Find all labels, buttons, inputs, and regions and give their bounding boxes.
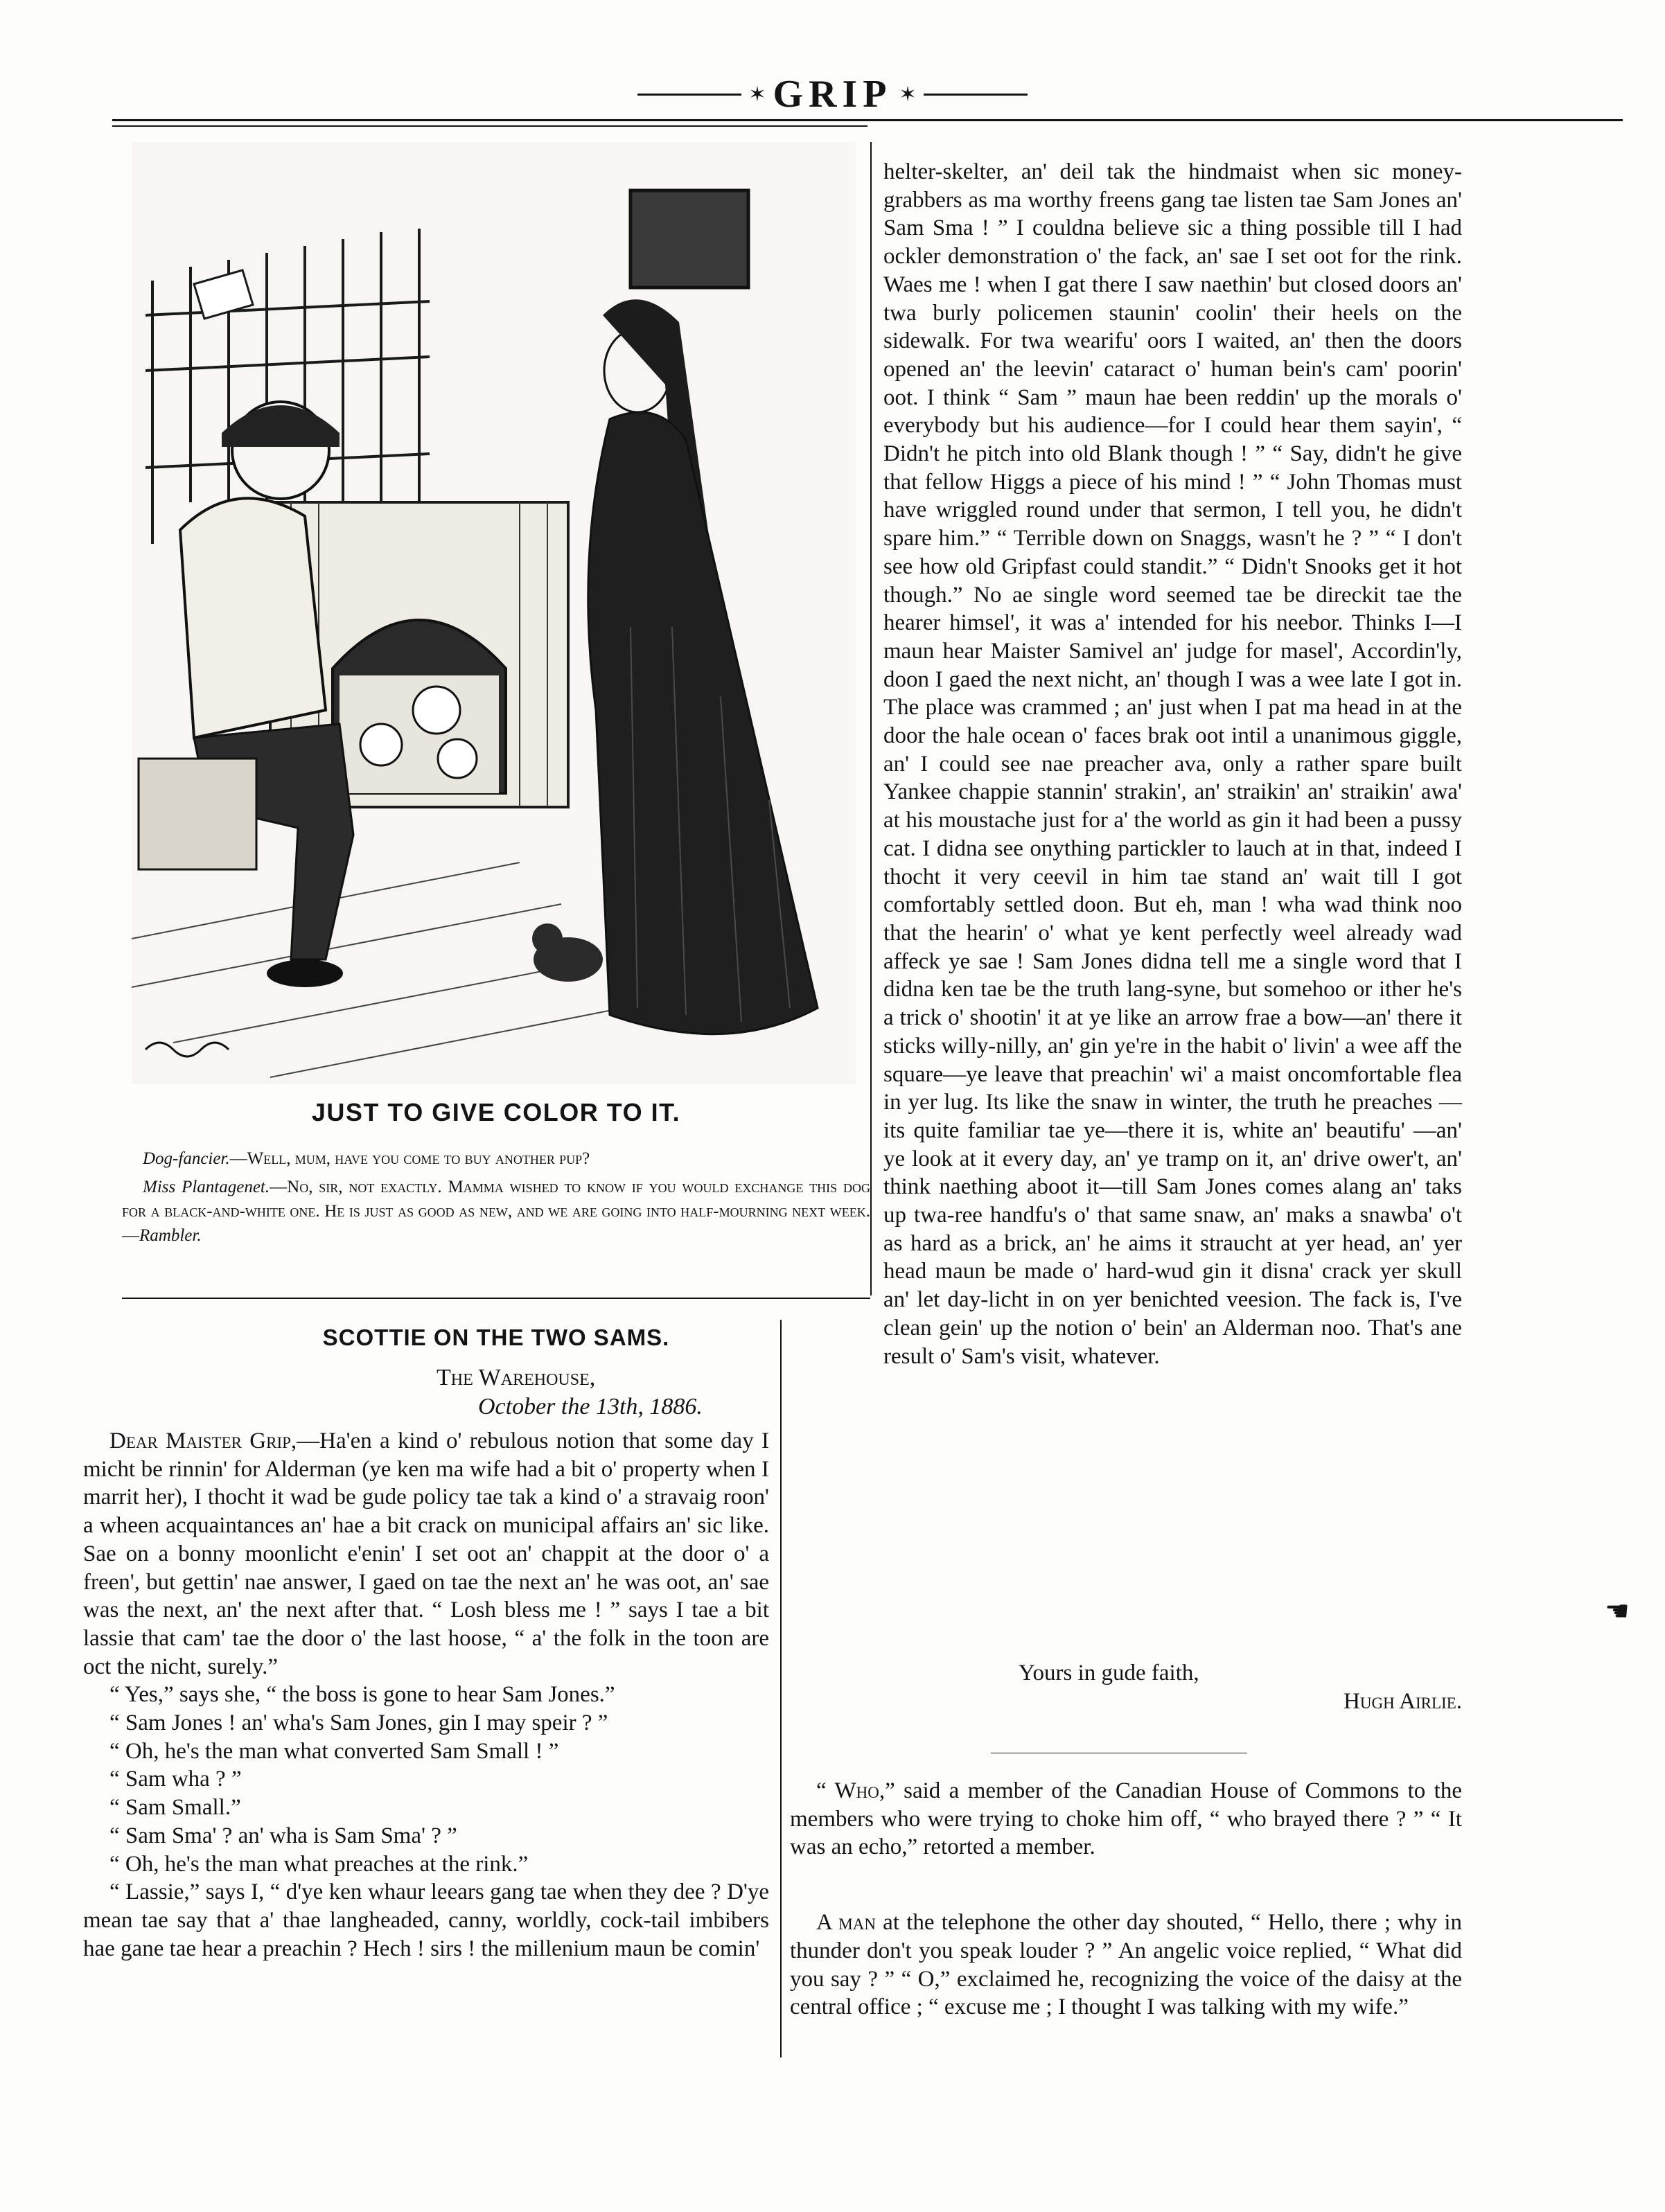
masthead-rule-right <box>924 94 1028 96</box>
article-paragraph: “ Yes,” says she, “ the boss is gone to hear Sam Jones.” <box>109 1682 615 1708</box>
article-column-right-top <box>883 158 1462 1370</box>
masthead <box>0 72 1665 116</box>
article-paragraph: “ Sam Sma' ? an' wha is Sam Sma' ? ” <box>109 1823 457 1848</box>
masthead-title: GRIP <box>773 73 892 116</box>
caption-credit: Rambler. <box>139 1226 202 1245</box>
article-paragraph: “ Sam Jones ! an' wha's Sam Jones, gin I may speir ? ” <box>109 1710 608 1736</box>
column-divider-top <box>870 142 872 1295</box>
article-continuation: helter-skelter, an' deil tak the hindmaist when sic money-grabbers as ma worthy freens gang tae listen tae Sam Jones an' Sam Sma ! ” I couldna believe sic a thing possible till I had ockler demonstration o' the fack, an' sae I set oot for the rink. Waes me ! when I gat there I saw naethin' but closed doors an' twa burly policemen staunin' coolin' their heels on the sidewalk. For twa wearifu' oors I waited, an' then the doors opened an' the leevin' cataract o' human bein's cam' poorin' oot. I think “ Sam ” maun hae been reddin' up the morals o' everybody but his audience—for I could hear them sayin', “ Didn't he pitch into old Blank though ! ” “ Say, didn't he give that fellow Higgs a piece of his mind ! ” “ John Thomas must have wriggled round under that sermon, I tell you, he didn't spare him.” “ Terrible down on Snaggs, wasn't he ? ” “ I don't see how old Gripfast could standit.” “ Didn't Snooks get it hot though.” No ae single word seemed tae be direckit tae the hearer himsel', it was a' intended for his neebor. Thinks I—I maun hear Maister Samivel an' judge for masel', Accordin'ly, doon I gaed the next nicht, an' though I was a wee late I got in. The place was crammed ; an' just when I pat ma head in at the door the hale ocean o' faces brak oot intil a unanimous giggle, an' I could see nae preacher ava, only a rather spare built Yankee chappie stannin' strakin', an' straikin' an' straikin' awa' at his moustache just for a' the world as gin it had been a pussy cat. I didna see onything partickler to lauch at in that, indeed I thocht it very ceevil in him tae stand an' wait till I got comfortably settled doon. But eh, man ! wha wad think noo that the hearin' o' what ye kent perfectly weel already wad affeck ye sae ! Sam Jones didna tell me a single word that I didna ken tae be the truth lang-syne, but somehoo or ither he's a trick o' shootin' it at ye like an arrow frae a bow—an' there it sticks willy-nilly, an' gin ye're in the habit o' livin' a wee aff the square—ye leave that preachin' wi' a maist oncomfortable flea in yer lug. Its like the snaw in winter, the truth he preaches —its quite familiar tae ye—there it is, white an' beautifu' —an' ye look at it every day, an' ye tramp on it, an' drive ower't, an' think naething aboot it—till Sam Jones comes alang an' taks up twa-ree handfu's o' that same snaw, an' maks a snawba' o't as hard as a brick, an' he aims it straucht at yer head, an' yer head maun be made o' hard-wud gin it disna' crack yer skull an' let day-licht in on yer benichted veesion. The fack is, I've clean gein' up the notion o' bein' an Alderman noo. That's ane result o' Sam's visit, whatever. <box>883 159 1462 1369</box>
article-paragraph: “ Sam wha ? ” <box>109 1767 242 1792</box>
cartoon-bottom-rule <box>122 1298 870 1299</box>
masthead-rule-left <box>637 94 741 96</box>
article-paragraph: “ Sam Small.” <box>109 1795 241 1821</box>
header-rule <box>112 119 1623 121</box>
article-closing-block <box>790 1659 1462 1715</box>
article-address: The Warehouse, <box>437 1365 596 1390</box>
cartoon-caption <box>122 1147 870 1252</box>
anecdote-lead: “ Who,” <box>816 1778 895 1803</box>
caption-line <box>122 1147 870 1171</box>
star-ornament-icon: ✶ <box>748 82 766 106</box>
anecdote <box>790 1777 1462 1861</box>
article-paragraph: “ Lassie,” says I, “ d'ye ken whaur leears gang tae when they dee ? D'ye mean tae say that a' thae langheaded, canny, worldly, cock-tail imbibers hae gane tae hear a preachin ? Hech ! sirs ! the millenium maun be comin' <box>83 1879 769 1961</box>
article-salutation: Dear Maister Grip, <box>109 1428 297 1453</box>
pointing-hand-icon: ☚ <box>1605 1595 1630 1627</box>
article-column-left <box>83 1427 769 1963</box>
anecdote-lead: A man <box>816 1910 876 1936</box>
caption-line <box>122 1175 870 1248</box>
anecdote <box>790 1909 1462 2021</box>
anecdote-text: at the telephone the other day shouted, “ Hello, there ; why in thunder don't you speak louder ? ” An angelic voice replied, “ What did you say ? ” “ O,” exclaimed he, recognizing the voice of the daisy at the central office ; “ excuse me ; I thought I was talking with my wife.” <box>790 1910 1463 2020</box>
caption-speaker: Dog-fancier. <box>143 1149 230 1168</box>
caption-dialogue: —No, sir, not exactly. Mamma wished to know if you would exchange this dog for a black-and-white one. He is just as good as new, and we are going into half-mourning next week.— <box>122 1178 871 1245</box>
cartoon-illustration <box>132 142 856 1084</box>
anecdote-text: said a member of the Canadian House of Commons to the members who were trying to choke him off, “ who brayed there ? ” “ It was an echo,” retorted a member. <box>790 1778 1462 1860</box>
article-signature: Hugh Airlie. <box>1344 1688 1462 1714</box>
article-paragraph: “ Oh, he's the man what converted Sam Small ! ” <box>109 1738 559 1764</box>
article-date: October the 13th, 1886. <box>478 1394 703 1419</box>
anecdote-block <box>790 1777 1462 2021</box>
article-paragraph: Dear Maister Grip,—Ha'en a kind o' rebulous notion that some day I micht be rinnin' for Alderman (ye ken ma wife had a bit o' property when I marrit her), I thocht it wad be gude policy tae tak a kind o' a stravaig roon' a wheen acquaintances an' hae a bit crack on municipal affairs an' sic like. Sae on a bonny moonlicht e'enin' I set oot an' chappit at the door o' a freen', but gettin' nae answer, I gaed on tae the next an' he was oot, an' sae was the next, an' the next after that. “ Losh bless me ! ” says I tae a bit lassie that cam' tae the door o' the last hoose, “ a' the folk in the toon are oct the nicht, surely.” <box>83 1428 769 1679</box>
caption-dialogue: —Well, mum, have you come to buy another pup? <box>229 1149 590 1168</box>
caption-speaker: Miss Plantagenet. <box>143 1178 270 1196</box>
article-paragraph: “ Oh, he's the man what preaches at the rink.” <box>109 1851 529 1877</box>
article-title: SCOTTIE ON THE TWO SAMS. <box>322 1325 670 1350</box>
column-divider-bottom <box>780 1320 782 2058</box>
star-ornament-icon: ✶ <box>899 82 917 106</box>
article-closing: Yours in gude faith, <box>1019 1661 1199 1685</box>
cartoon-title: JUST TO GIVE COLOR TO IT. <box>311 1098 681 1126</box>
header-rule-secondary <box>112 125 867 127</box>
